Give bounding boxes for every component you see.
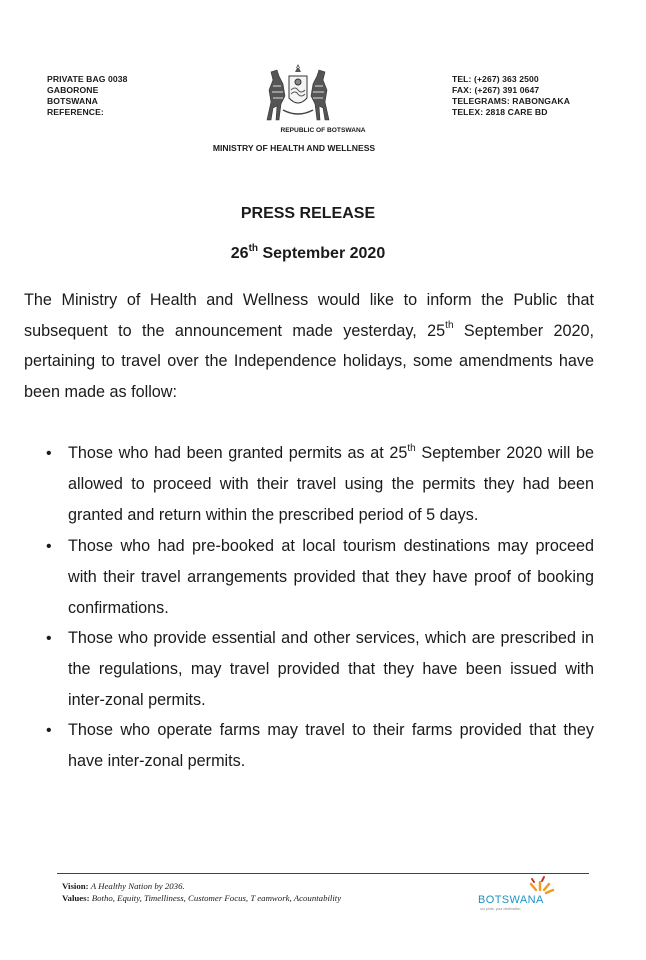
document-title: PRESS RELEASE — [240, 205, 376, 222]
address-line: REFERENCE: — [47, 107, 104, 117]
vision-line: Vision: A Healthy Nation by 2036. — [62, 881, 185, 891]
list-item: • Those who operate farms may travel to their farms provided that they have inter-zonal permits. — [68, 715, 594, 777]
contact-line: TEL: (+267) 363 2500 — [452, 74, 539, 84]
bullet-icon: • — [46, 538, 52, 555]
list-item: • Those who had pre-booked at local tourism destinations may proceed with their travel arrangements provided that they have proof of booking confirmations. — [68, 531, 594, 624]
contact-line: FAX: (+267) 391 0647 — [452, 85, 540, 95]
address-line: PRIVATE BAG 0038 — [47, 74, 128, 84]
contact-block — [452, 74, 570, 118]
list-item: • Those who had been granted permits as at 25th September 2020 will be allowed to proceed with their travel using the permits they had been granted and return within the prescribed period of 5 days. — [68, 438, 594, 531]
contact-line: TELEX: 2818 CARE BD — [452, 107, 548, 117]
address-block — [47, 74, 128, 118]
address-line: BOTSWANA — [47, 96, 98, 106]
bullet-icon: • — [46, 445, 52, 462]
sun-icon — [478, 870, 562, 896]
intro-paragraph: The Ministry of Health and Wellness would like to inform the Public that subsequent to the announcement made yesterday, 25th September 2020, pertaining to travel over the Independence holidays, some amendments have been made as follow: — [24, 291, 595, 401]
ministry-name: MINISTRY OF HEALTH AND WELLNESS — [212, 143, 376, 153]
coat-of-arms-icon — [259, 62, 337, 124]
republic-label: REPUBLIC OF BOTSWANA — [280, 127, 366, 134]
bullet-icon: • — [46, 630, 52, 647]
logo-tagline: our pride, your destination — [480, 907, 521, 911]
botswana-tourism-logo — [478, 870, 562, 914]
address-line: GABORONE — [47, 85, 99, 95]
contact-line: TELEGRAMS: RABONGAKA — [452, 96, 571, 106]
logo-wordmark: BOTSWANA — [478, 894, 544, 906]
bullet-icon: • — [46, 722, 52, 739]
list-item: • Those who provide essential and other services, which are prescribed in the regulations, may travel provided that they have been issued with inter-zonal permits. — [68, 623, 594, 716]
document-date: 26th September 2020 — [230, 242, 386, 262]
values-line: Values: Botho, Equity, Timelliness, Customer Focus, T eamwork, Acountability — [62, 893, 342, 903]
